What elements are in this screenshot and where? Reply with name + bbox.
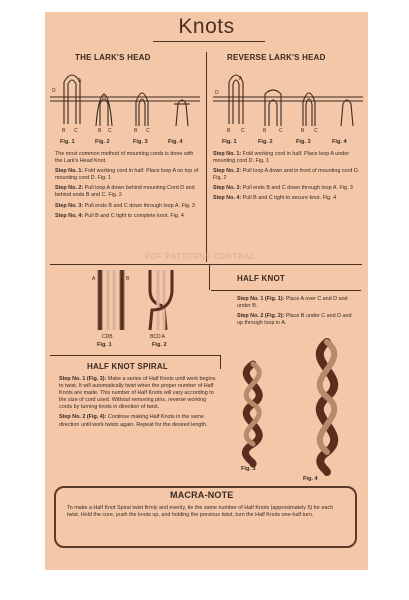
half-knot-heading-vrule (209, 264, 210, 290)
reverse-larks-head-heading: REVERSE LARK'S HEAD (227, 53, 326, 62)
reverse-larks-head-text (213, 151, 361, 206)
spiral-heading: HALF KNOT SPIRAL (87, 362, 168, 371)
larks-fig4-caption: Fig. 4 (168, 139, 183, 145)
svg-text:C: C (146, 128, 150, 134)
svg-text:D: D (52, 88, 56, 94)
step-text: Place B under C and D and up through loop in A. (237, 313, 352, 327)
section-divider-1 (50, 264, 362, 265)
svg-text:B: B (62, 128, 66, 134)
svg-text:B: B (301, 128, 305, 134)
svg-text:C: C (314, 128, 318, 134)
watermark: PDF PATTERNS CENTRAL (145, 252, 256, 261)
reverse-step-2 (213, 168, 361, 182)
larks-fig2-caption: Fig. 2 (95, 139, 110, 145)
step-text: Make a series of Half Knots until work begins to twist. It will automatically twist when the proper number of Half Knots are made. This number of Half Knots will vary according to the size of cord used. Without removing pins, reverse working cords by turning knots in direction of twist. (59, 376, 216, 411)
reverse-step-3 (213, 185, 361, 192)
knots-page (45, 12, 368, 570)
step-label: Step No. 4: (55, 212, 84, 219)
spiral-fig4-photo (297, 342, 357, 472)
half-knot-fig1-ends: CDB (102, 334, 113, 340)
step-label: Step No. 3: (55, 202, 84, 209)
step-text: Place A over C and D and under B. (237, 296, 348, 310)
reverse-step-4 (213, 195, 361, 202)
half-knot-step-1 (237, 296, 357, 310)
half-knot-label-b: B (126, 276, 130, 282)
svg-text:D: D (215, 90, 219, 96)
spiral-step-2 (59, 414, 217, 428)
svg-text:B: B (134, 128, 138, 134)
reverse-larks-head-diagram (213, 64, 363, 134)
step-label: Step No. 2 (Fig. 2): (237, 313, 285, 320)
reverse-fig2-caption: Fig. 2 (258, 139, 273, 145)
step-label: Step No. 2: (213, 168, 242, 175)
reverse-fig4-caption: Fig. 4 (332, 139, 347, 145)
step-label: Step No. 1: (55, 168, 84, 175)
svg-text:B: B (227, 128, 231, 134)
column-divider (206, 52, 207, 262)
title-underline (153, 41, 265, 42)
reverse-fig1-caption: Fig. 1 (222, 139, 237, 145)
step-text: Fold working cord in half. Place loop A under mounting cord D. Fig. 1 (213, 151, 350, 165)
svg-text:B: B (98, 128, 102, 134)
half-knot-fig2-caption: Fig. 2 (152, 342, 167, 348)
larks-fig1-caption: Fig. 1 (60, 139, 75, 145)
page-title: Knots (178, 15, 235, 38)
step-label: Step No. 2: (55, 185, 84, 192)
half-knot-fig2-ends: BCD A (150, 334, 166, 340)
larks-head-diagram (50, 64, 200, 134)
step-text: Pull ends B and C down through loop A. Fig. 3 (242, 185, 353, 192)
step-text: Pull ends B and C down through loop A. Fig. 3 (84, 202, 195, 209)
larks-step-1 (55, 168, 201, 182)
step-text: Continue making Half Knots in the same direction until work twists again. Repeat for the desired length. (59, 414, 208, 428)
step-label: Step No. 1 (Fig. 3): (59, 376, 107, 382)
section-divider-2 (50, 355, 220, 356)
step-text: Pull loop A down behind mounting Cord D and behind ends B and C. Fig. 2 (55, 185, 195, 199)
half-knot-heading-rule (211, 290, 361, 291)
half-knot-heading: HALF KNOT (237, 274, 286, 283)
step-text: Pull loop A down and in front of mounting cord D. Fig. 2 (213, 168, 360, 182)
svg-text:C: C (74, 128, 78, 134)
step-label: Step No. 4: (213, 195, 242, 202)
step-label: Step No. 2 (Fig. 4): (59, 414, 107, 421)
half-knot-diagram (90, 270, 190, 340)
larks-head-heading: THE LARK'S HEAD (75, 53, 151, 62)
half-knot-fig1-caption: Fig. 1 (97, 342, 112, 348)
larks-step-2 (55, 185, 201, 199)
half-knot-label-a: A (92, 276, 96, 282)
spiral-heading-vrule (220, 355, 221, 369)
step-text: Fold working cord in half. Place loop A on top of mounting cord D. Fig. 1 (55, 168, 199, 182)
svg-text:C: C (279, 128, 283, 134)
macra-note-heading: MACRA-NOTE (170, 490, 234, 500)
spiral-text (59, 376, 217, 432)
step-label: Step No. 1 (Fig. 1): (237, 296, 285, 302)
svg-text:A: A (239, 76, 243, 82)
reverse-fig3-caption: Fig. 3 (296, 139, 311, 145)
larks-head-text (55, 151, 201, 223)
half-knot-step-2 (237, 313, 357, 327)
half-knot-text (237, 296, 357, 330)
svg-text:C: C (108, 128, 112, 134)
spiral-fig3-photo (225, 364, 280, 464)
reverse-step-1 (213, 151, 361, 165)
step-text: Pull B and C tight to secure knot. Fig. 4 (242, 195, 337, 202)
step-label: Step No. 3: (213, 185, 242, 192)
spiral-fig3-caption: Fig. 3 (241, 466, 256, 472)
step-label: Step No. 1: (213, 151, 242, 157)
larks-step-4 (55, 213, 201, 220)
larks-intro: The most common method of mounting cords is done with the Lark's Head Knot. (55, 151, 194, 165)
spiral-fig4-caption: Fig. 4 (303, 476, 318, 482)
svg-text:B: B (263, 128, 267, 134)
svg-text:C: C (241, 128, 245, 134)
step-text: Pull B and C tight to complete knot. Fig. 4 (84, 212, 184, 219)
macra-note-text: To make a Half Knot Spiral twist firmly and evenly, tie the same number of Half Knots (approximately 5) for each twist. Hold the core, push the knots up, and holding the previous twist, turn the Half Knots one-half turn. (67, 505, 334, 519)
larks-step-3 (55, 203, 201, 210)
spiral-step-1 (59, 376, 217, 411)
larks-fig3-caption: Fig. 3 (133, 139, 148, 145)
svg-text:A: A (78, 78, 82, 84)
